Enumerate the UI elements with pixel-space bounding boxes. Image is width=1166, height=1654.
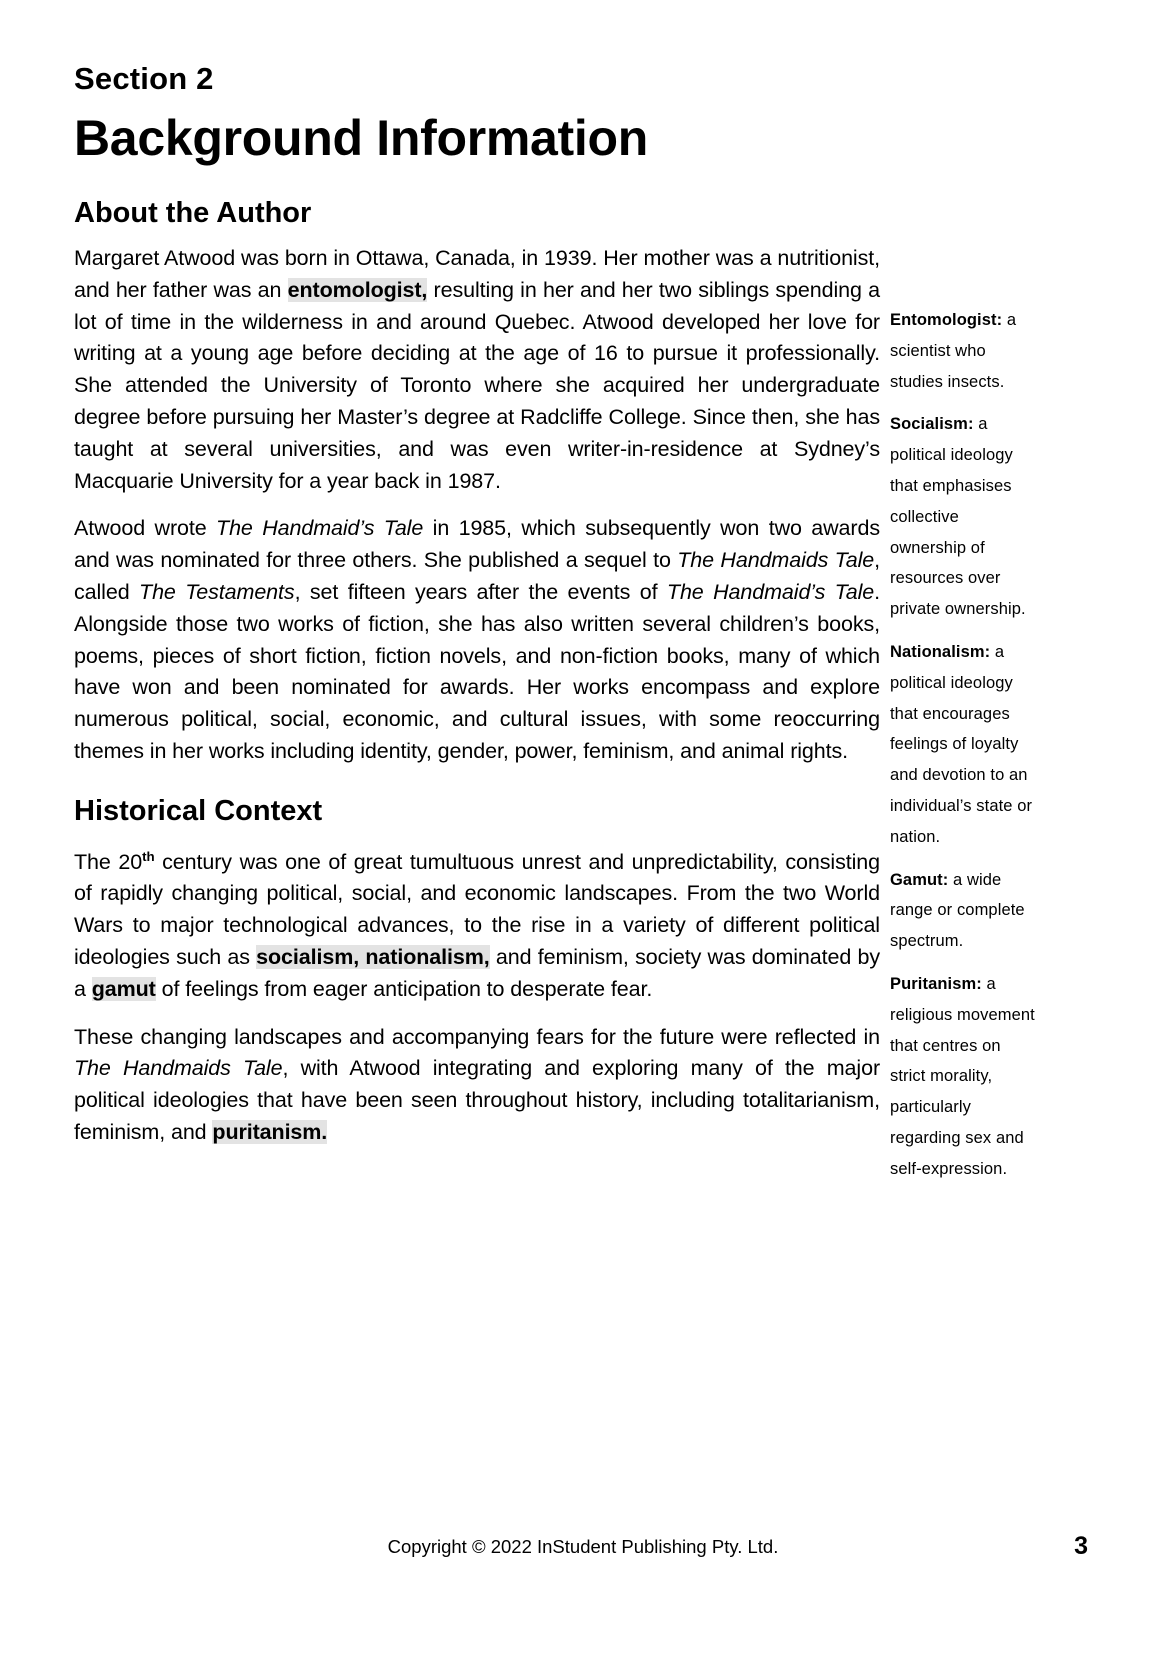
book-title: The Handmaid’s Tale xyxy=(216,516,424,541)
glossary-entry xyxy=(890,409,1038,625)
text-run: century was one of great tumultuous unrest and unpredictability, consisting of rapidly changing political, social, and economic landscapes. From the two World Wars to major technological advances, to the rise in a variety of different political ideologies such as xyxy=(74,849,881,970)
book-title: The Testaments xyxy=(139,579,295,604)
glossary-term-gamut: gamut xyxy=(91,976,156,1001)
glossary-entry-definition: a scientist who studies insects. xyxy=(890,311,1017,391)
text-run: The 20 xyxy=(74,849,143,874)
glossary-entry-term: Gamut: xyxy=(890,870,949,889)
main-column xyxy=(74,196,880,1149)
heading-about-the-author: About the Author xyxy=(74,197,312,230)
book-title: The Handmaids Tale xyxy=(677,548,875,573)
copyright-notice: Copyright © 2022 InStudent Publishing Pty. Ltd. xyxy=(387,1536,779,1557)
glossary-entry-term: Puritanism: xyxy=(890,974,982,993)
text-run: resulting in her and her two siblings spending a lot of time in the wilderness in and around Quebec. Atwood developed her love for writing at a young age before deciding at the age of 16 to pursue it professionally. She attended the University of Toronto where she acquired her undergraduate degree before pursuing her Master’s degree at Radcliffe College. Since then, she has taught at several universities, and was even writer-in-residence at Sydney’s Macquarie University for a year back in 1987. xyxy=(74,277,880,493)
glossary-entry xyxy=(890,305,1038,397)
glossary-entry xyxy=(890,637,1038,853)
text-run: Atwood wrote xyxy=(74,516,217,541)
glossary-entry-term: Socialism: xyxy=(890,415,974,434)
text-run: . Alongside those two works of fiction, she has also written several children’s books, poems, pieces of short fiction, fiction novels, and non-fiction books, many of which have won and been nominated for awards. Her works encompass and explore numerous political, social, economic, and cultural issues, with some reoccurring themes in her works including identity, gender, power, feminism, and animal rights. xyxy=(74,579,881,763)
glossary-entry-term: Entomologist: xyxy=(890,311,1003,329)
text-run: Margaret Atwood was born in Ottawa, Canada, in 1939. Her mother was a nutritionist, and her father was an xyxy=(74,245,880,302)
book-title: The Handmaids Tale xyxy=(74,1056,283,1081)
glossary-entry-definition: a wide range or complete spectrum. xyxy=(890,870,1025,951)
ordinal-suffix: th xyxy=(142,848,155,864)
page-title: Background Information xyxy=(74,110,648,167)
text-run: , called xyxy=(74,548,881,604)
glossary-entry xyxy=(890,865,1038,957)
section-label: Section 2 xyxy=(74,61,214,96)
page-number: 3 xyxy=(1074,1532,1088,1560)
text-run: , with Atwood integrating and exploring many of the major political ideologies that have been seen throughout history, including totalitarianism, feminism, and xyxy=(74,1056,880,1145)
glossary-entry-definition: a religious movement that centres on strict morality, particularly regarding sex and self-expression. xyxy=(890,974,1035,1178)
glossary-sidebar xyxy=(890,305,1038,1197)
glossary-term-puritanism: puritanism. xyxy=(212,1120,328,1145)
paragraph-author-2 xyxy=(74,513,880,767)
heading-historical-context: Historical Context xyxy=(74,794,323,827)
glossary-entry xyxy=(890,969,1038,1185)
glossary-entry-term: Nationalism: xyxy=(890,642,991,661)
text-run: These changing landscapes and accompanying fears for the future were reflected in xyxy=(74,1024,880,1049)
glossary-term-entomologist: entomologist, xyxy=(287,277,428,302)
text-run: and feminism, society was dominated by a xyxy=(74,945,881,1001)
text-run: in 1985, which subsequently won two awards and was nominated for three others. She published a sequel to xyxy=(74,516,880,573)
glossary-entry-definition: a political ideology that encourages feelings of loyalty and devotion to an individual’s state or nation. xyxy=(890,642,1033,846)
paragraph-author-1 xyxy=(74,243,880,497)
glossary-term-socialism-nationalism: socialism, nationalism, xyxy=(256,945,490,970)
paragraph-historical-1 xyxy=(74,841,880,1006)
book-title: The Handmaid’s Tale xyxy=(666,579,875,604)
text-run: of feelings from eager anticipation to desperate fear. xyxy=(155,976,653,1001)
glossary-entry-definition: a political ideology that emphasises collective ownership of resources over private ownership. xyxy=(890,415,1026,619)
text-run: , set fifteen years after the events of xyxy=(294,579,667,604)
paragraph-historical-2 xyxy=(74,1022,880,1149)
